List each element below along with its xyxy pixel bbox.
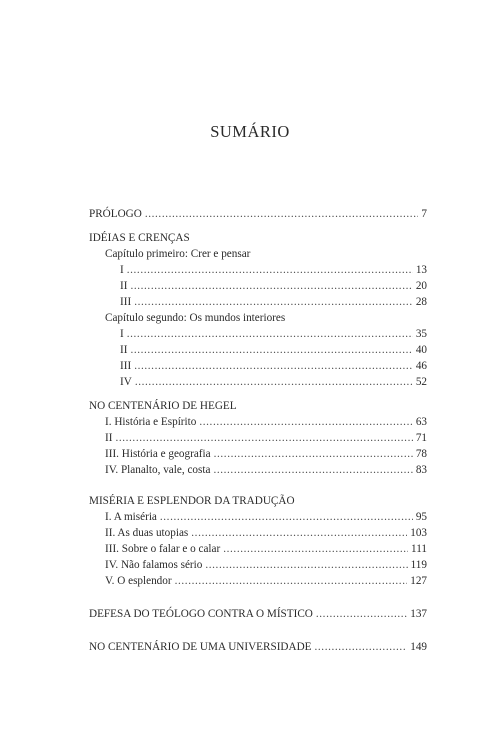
toc-entry <box>89 294 427 310</box>
toc-entry-page: 111 <box>411 543 427 555</box>
toc-entry-label: I <box>120 264 124 276</box>
toc-entry-page: 13 <box>415 264 427 276</box>
section-heading-traducao <box>89 493 427 509</box>
toc-entry-page: 71 <box>415 432 427 444</box>
dot-leader <box>134 294 413 310</box>
chapter-heading-label: Capítulo segundo: Os mundos interiores <box>105 312 286 324</box>
toc-entry-page: 52 <box>415 376 427 388</box>
toc-entry-label: V. O esplendor <box>105 575 172 587</box>
section-heading-label: MISÉRIA E ESPLENDOR DA TRADUÇÃO <box>89 495 295 507</box>
toc-entry <box>89 557 427 573</box>
toc-entry-prologo <box>89 206 427 222</box>
toc-entry-page: 28 <box>415 296 427 308</box>
toc-entry <box>89 541 427 557</box>
table-of-contents <box>89 206 427 655</box>
dot-leader <box>175 573 408 589</box>
toc-entry-label: I. A miséria <box>105 511 157 523</box>
toc-entry <box>89 326 427 342</box>
dot-leader <box>214 446 413 462</box>
toc-entry <box>89 414 427 430</box>
toc-entry-page: 35 <box>415 328 427 340</box>
toc-entry-page: 137 <box>410 608 427 620</box>
toc-entry <box>89 278 427 294</box>
toc-entry-label: III. Sobre o falar e o calar <box>105 543 221 555</box>
toc-entry-page: 40 <box>415 344 427 356</box>
toc-entry <box>89 573 427 589</box>
toc-entry-label: I. História e Espírito <box>105 416 197 428</box>
dot-leader <box>316 606 407 622</box>
toc-entry <box>89 262 427 278</box>
toc-entry <box>89 358 427 374</box>
toc-entry <box>89 430 427 446</box>
chapter-heading-label: Capítulo primeiro: Crer e pensar <box>105 248 251 260</box>
toc-entry-page: 78 <box>415 448 427 460</box>
dot-leader <box>115 430 412 446</box>
dot-leader <box>130 342 412 358</box>
dot-leader <box>135 374 413 390</box>
toc-entry-page: 20 <box>415 280 427 292</box>
page-title: SUMÁRIO <box>210 122 290 141</box>
section-heading-ideias <box>89 230 427 246</box>
toc-entry-label: PRÓLOGO <box>89 208 142 220</box>
toc-entry-label: II <box>105 432 113 444</box>
toc-entry <box>89 525 427 541</box>
toc-entry-defesa <box>89 606 427 622</box>
toc-entry-label: II. As duas utopias <box>105 527 189 539</box>
toc-entry-label: III <box>120 360 132 372</box>
toc-entry-page: 103 <box>410 527 427 539</box>
dot-leader <box>191 525 407 541</box>
toc-entry-page: 95 <box>415 511 427 523</box>
toc-entry-page: 83 <box>415 464 427 476</box>
toc-entry <box>89 374 427 390</box>
dot-leader <box>145 206 419 222</box>
toc-entry-label: DEFESA DO TEÓLOGO CONTRA O MÍSTICO <box>89 608 313 620</box>
toc-entry-label: IV. Planalto, vale, costa <box>105 464 211 476</box>
dot-leader <box>127 262 413 278</box>
toc-entry-page: 127 <box>410 575 427 587</box>
toc-entry-page: 7 <box>421 208 427 220</box>
section-heading-label: IDÉIAS E CRENÇAS <box>89 232 190 244</box>
dot-leader <box>130 278 412 294</box>
toc-entry-label: IV <box>120 376 132 388</box>
toc-entry-label: IV. Não falamos sério <box>105 559 203 571</box>
toc-entry <box>89 462 427 478</box>
dot-leader <box>213 462 412 478</box>
toc-entry-page: 63 <box>415 416 427 428</box>
toc-entry-label: II <box>120 280 128 292</box>
dot-leader <box>199 414 412 430</box>
dot-leader <box>223 541 408 557</box>
toc-entry-page: 119 <box>410 559 427 571</box>
toc-entry-page: 149 <box>410 641 427 653</box>
chapter-heading-2 <box>89 310 427 326</box>
chapter-heading-1 <box>89 246 427 262</box>
toc-entry-label: I <box>120 328 124 340</box>
dot-leader <box>160 509 413 525</box>
toc-entry <box>89 446 427 462</box>
section-heading-label: NO CENTENÁRIO DE HEGEL <box>89 400 237 412</box>
toc-entry <box>89 509 427 525</box>
toc-entry-universidade <box>89 639 427 655</box>
dot-leader <box>205 557 407 573</box>
section-heading-hegel <box>89 398 427 414</box>
toc-entry-label: NO CENTENÁRIO DE UMA UNIVERSIDADE <box>89 641 312 653</box>
toc-entry <box>89 342 427 358</box>
toc-entry-label: II <box>120 344 128 356</box>
toc-entry-label: III <box>120 296 132 308</box>
dot-leader <box>315 639 408 655</box>
dot-leader <box>134 358 413 374</box>
toc-entry-page: 46 <box>415 360 427 372</box>
toc-entry-label: III. História e geografia <box>105 448 211 460</box>
dot-leader <box>127 326 413 342</box>
